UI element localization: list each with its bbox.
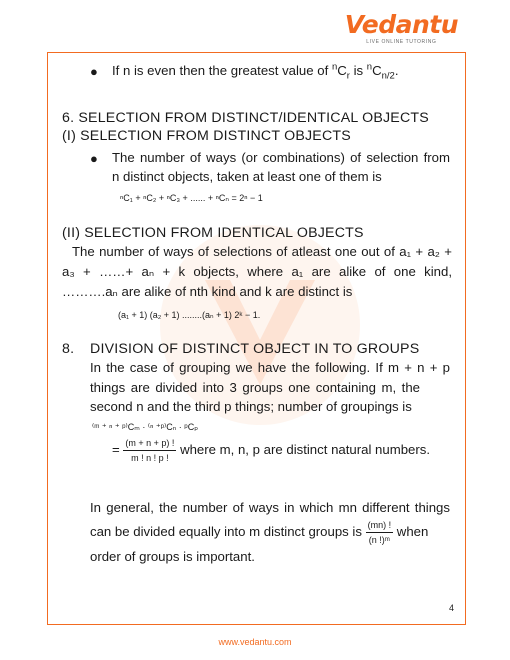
superscript: n <box>366 61 373 73</box>
fraction <box>366 518 394 547</box>
sec8-tail-text: where m, n, p are distinct natural numbers. <box>180 441 431 457</box>
section-8-heading: DIVISION OF DISTINCT OBJECT IN TO GROUPS <box>90 341 420 357</box>
footer-url[interactable]: www.vedantu.com <box>218 637 292 647</box>
general-line-2 <box>90 518 428 547</box>
superscript: n <box>331 61 338 73</box>
general-line-1: In general, the number of ways in which mn different things <box>90 500 450 515</box>
equals-sign: = <box>112 441 120 457</box>
sub2-line-1: The number of ways of selections of atleast one out of a₁ + a₂ + <box>72 244 452 259</box>
sec8-line-1: In the case of grouping we have the following. If m + n + p <box>90 360 450 375</box>
subscript: r <box>346 70 350 82</box>
sub1-line-1: The number of ways (or combinations) of selection from <box>112 150 450 165</box>
logo-wordmark: Vedantu <box>344 10 458 39</box>
vedantu-logo <box>345 12 458 45</box>
fraction-denominator: m ! n ! p ! <box>131 453 169 463</box>
sub2-formula: (a₁ + 1) (a₂ + 1) ........(aₙ + 1) 2ᵏ − 1. <box>118 310 261 320</box>
text-span: is <box>349 63 367 78</box>
section-8-number: 8. <box>62 341 75 357</box>
subsection-2-heading: (II) SELECTION FROM IDENTICAL OBJECTS <box>62 225 364 241</box>
sec8-line-2: things are divided into 3 groups one containing m, the <box>90 380 420 395</box>
general-line-3: order of groups is important. <box>90 549 255 564</box>
subsection-1-heading: (I) SELECTION FROM DISTINCT OBJECTS <box>62 128 351 144</box>
fraction-numerator: (m + n + p) ! <box>123 436 176 451</box>
sub2-line-3: ……….aₙ are alike of nth kind and k are distinct is <box>62 284 353 299</box>
sub2-line-2: a₃ + ……+ aₙ + k objects, where a₁ are alike of one kind, <box>62 264 452 279</box>
bullet: ● <box>90 151 98 166</box>
subscript: n/2 <box>381 70 395 82</box>
fraction <box>123 436 176 465</box>
bullet: ● <box>90 64 98 79</box>
text-span: If n is even then the greatest value of <box>112 63 332 78</box>
text-span: can be divided equally into m distinct groups is <box>90 523 366 539</box>
text-span: when <box>396 523 429 539</box>
sub1-line-2: n distinct objects, taken at least one of them is <box>112 169 382 184</box>
text-span: . <box>394 63 399 78</box>
page-number: 4 <box>448 603 454 613</box>
sec8-formula-1: ⁽ᵐ ⁺ ⁿ ⁺ ᵖ⁾Cₘ · ⁽ⁿ ⁺ᵖ⁾Cₙ · ᵖCₚ <box>92 422 199 432</box>
fraction-numerator: (mn) ! <box>366 518 394 533</box>
sec8-formula-2 <box>112 436 430 465</box>
logo-tagline: LIVE ONLINE TUTORING <box>366 39 437 45</box>
section-6-heading: 6. SELECTION FROM DISTINCT/IDENTICAL OBJECTS <box>62 110 429 126</box>
fraction-denominator: (n !)ᵐ <box>368 535 390 545</box>
line-top <box>112 61 399 82</box>
text-span: C <box>337 63 347 78</box>
text-span: C <box>372 63 382 78</box>
sec8-line-3: second n and the third p things; number of groupings is <box>90 399 412 414</box>
sub1-formula: ⁿC₁ + ⁿC₂ + ⁿC₃ + ...... + ⁿCₙ = 2ⁿ − 1 <box>120 193 263 203</box>
